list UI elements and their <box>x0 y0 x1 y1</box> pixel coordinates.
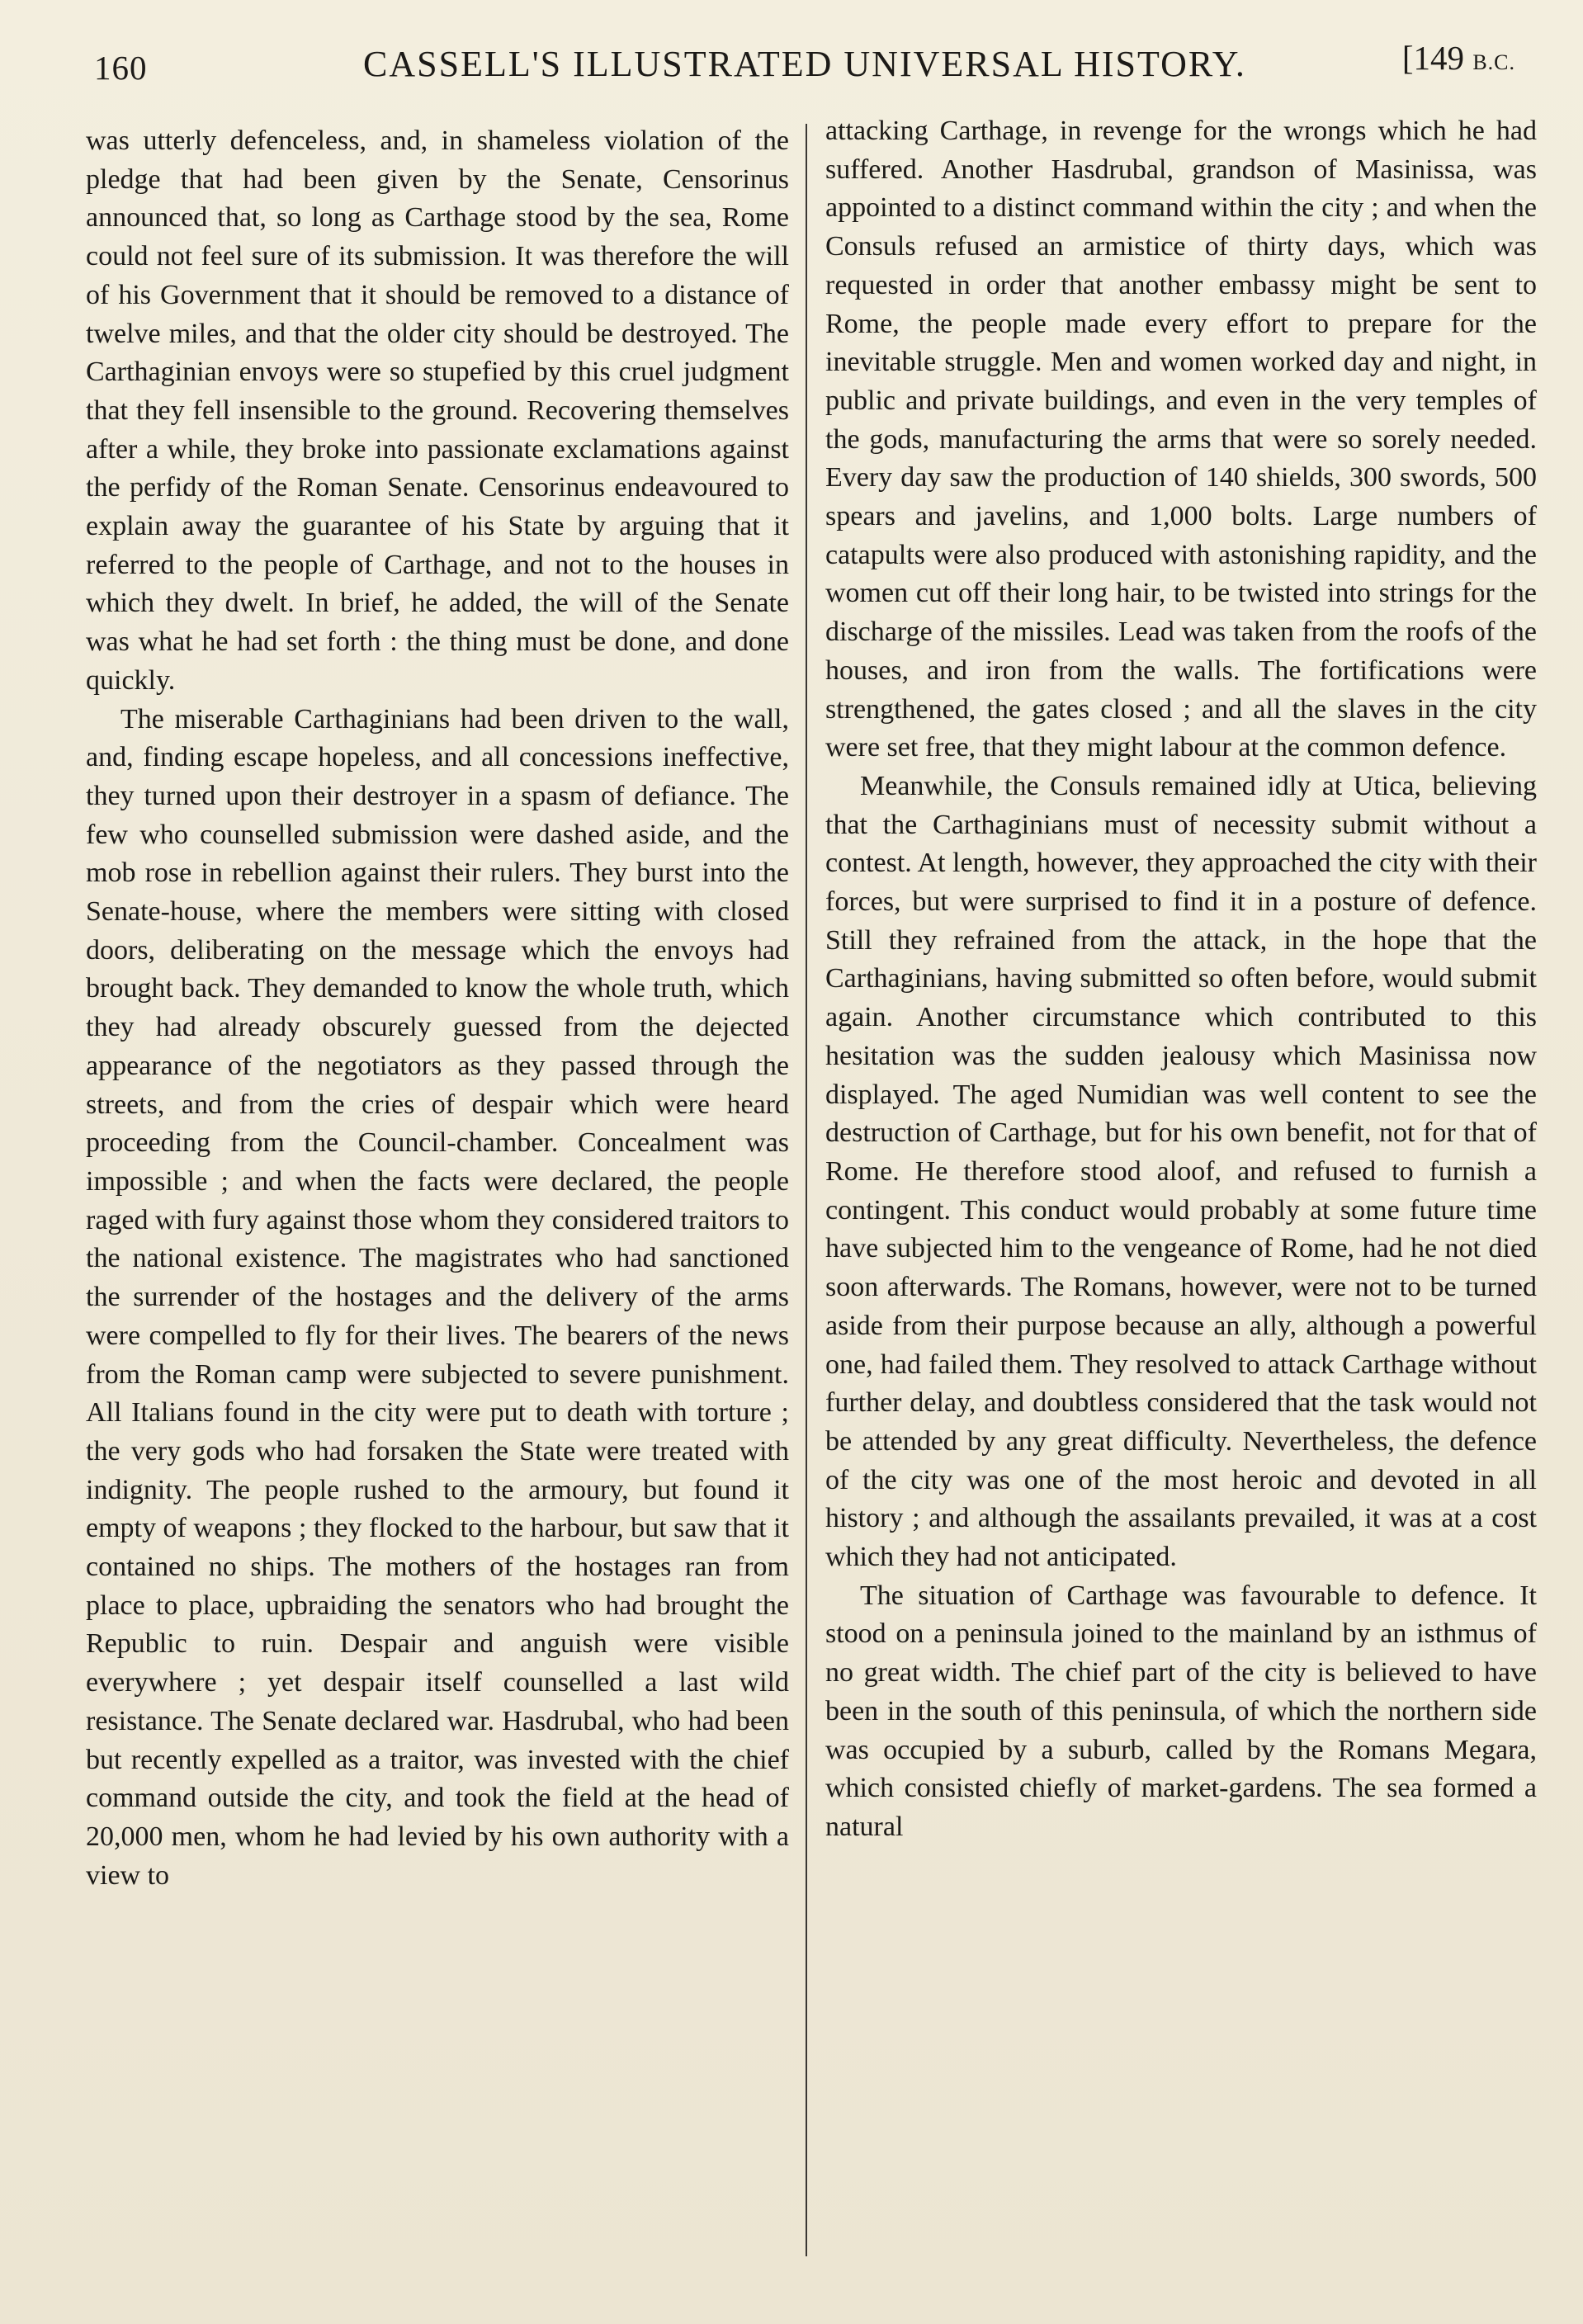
left-column <box>86 122 789 1895</box>
column-divider <box>806 124 807 2256</box>
date-era: B.C. <box>1472 50 1515 74</box>
right-paragraph-1: attacking Carthage, in revenge for the wrongs which he had suffered. Another Hasdrubal, grandson of Masinissa, was appointed to a distinct command within the city ; and when the Consuls refused an armistice of thirty days, which was requested in order that another embassy might be sent to Rome, the people made every effort to prepare for the inevitable struggle. Men and women worked day and night, in public and private buildings, and even in the very temples of the gods, manufacturing the arms that were so sorely needed. Every day saw the production of 140 shields, 300 swords, 500 spears and javelins, and 1,000 bolts. Large numbers of catapults were also produced with astonishing rapidity, and the women cut off their long hair, to be twisted into strings for the discharge of the missiles. Lead was taken from the roofs of the houses, and iron from the walls. The fortifications were strengthened, the gates closed ; and all the slaves in the city were set free, that they might labour at the common defence. <box>825 116 1537 763</box>
running-header <box>83 33 1533 91</box>
right-column <box>825 112 1537 1847</box>
left-paragraph-2: The miserable Carthaginians had been driven to the wall, and, finding escape hopeless, and all concessions ineffective, they turned upon their destroyer in a spasm of defiance. The few who counselled submission were dashed aside, and the mob rose in rebellion against their rulers. They burst into the Senate-house, where the members were sitting with closed doors, deliberating on the message which the envoys had brought back. They demanded to know the whole truth, which they had already obscurely guessed from the dejected appearance of the negotiators as they passed through the streets, and from the cries of despair which were heard proceeding from the Council-chamber. Concealment was impossible ; and when the facts were declared, the people raged with fury against those whom they considered traitors to the national existence. The magistrates who had sanctioned the surrender of the hostages and the delivery of the arms were compelled to fly for their lives. The bearers of the news from the Roman camp were subjected to severe punishment. All Italians found in the city were put to death with torture ; the very gods who had forsaken the State were treated with indignity. The people rushed to the armoury, but found it empty of weapons ; they flocked to the harbour, but saw that it contained no ships. The mothers of the hostages ran from place to place, upbraiding the senators who had brought the Republic to ruin. Despair and anguish were visible everywhere ; yet despair itself counselled a last wild resistance. The Senate declared war. Hasdrubal, who had been but recently expelled as a traitor, was invested with the chief command outside the city, and took the field at the head of 20,000 men, whom he had levied by his own authority with a view to <box>86 703 789 1891</box>
date-year: [149 <box>1401 39 1465 77</box>
running-title: CASSELL'S ILLUSTRATED UNIVERSAL HISTORY. <box>363 44 1246 84</box>
right-paragraph-2: Meanwhile, the Consuls remained idly at Utica, believing that the Carthaginians must of necessity submit without a contest. At length, however, they approached the city with their forces, but were surprised to find it in a posture of defence. Still they refrained from the attack, in the hope that the Carthaginians, having submitted so often before, would submit again. Another circumstance which contributed to this hesitation was the sudden jealousy which Masinissa now displayed. The aged Numidian was well content to see the destruction of Carthage, but for his own benefit, not for that of Rome. He therefore stood aloof, and refused to furnish a contingent. This conduct would probably at some future time have subjected him to the vengeance of Rome, had he not died soon afterwards. The Romans, however, were not to be turned aside from their purpose because an ally, although a powerful one, had failed them. They resolved to attack Carthage without further delay, and doubtless considered that the task would not be attended by any great difficulty. Nevertheless, the defence of the city was one of the most heroic and devoted in all history ; and although the assailants prevailed, it was at a cost which they had not anticipated. <box>825 770 1537 1573</box>
page-number: 160 <box>94 49 148 87</box>
right-paragraph-3: The situation of Carthage was favourable to defence. It stood on a peninsula joined to the mainland by an isthmus of no great width. The chief part of the city is believed to have been in the south of this peninsula, of which the northern side was occupied by a suburb, called by the Romans Megara, which consisted chiefly of market-gardens. The sea formed a natural <box>825 1580 1537 1842</box>
date-reference <box>1402 38 1515 78</box>
left-paragraph-1: was utterly defenceless, and, in shameless violation of the pledge that had been given by the Senate, Censorinus announced that, so long as Carthage stood by the sea, Rome could not feel sure of its submission. It was therefore the will of his Government that it should be removed to a distance of twelve miles, and that the older city should be destroyed. The Carthaginian envoys were so stupefied by this cruel judgment that they fell insensible to the ground. Recovering themselves after a while, they broke into passionate exclamations against the perfidy of the Roman Senate. Censorinus endeavoured to explain away the guarantee of his State by arguing that it referred to the people of Carthage, and not to the houses in which they dwelt. In brief, he added, the will of the Senate was what he had set forth : the thing must be done, and done quickly. <box>86 125 789 696</box>
